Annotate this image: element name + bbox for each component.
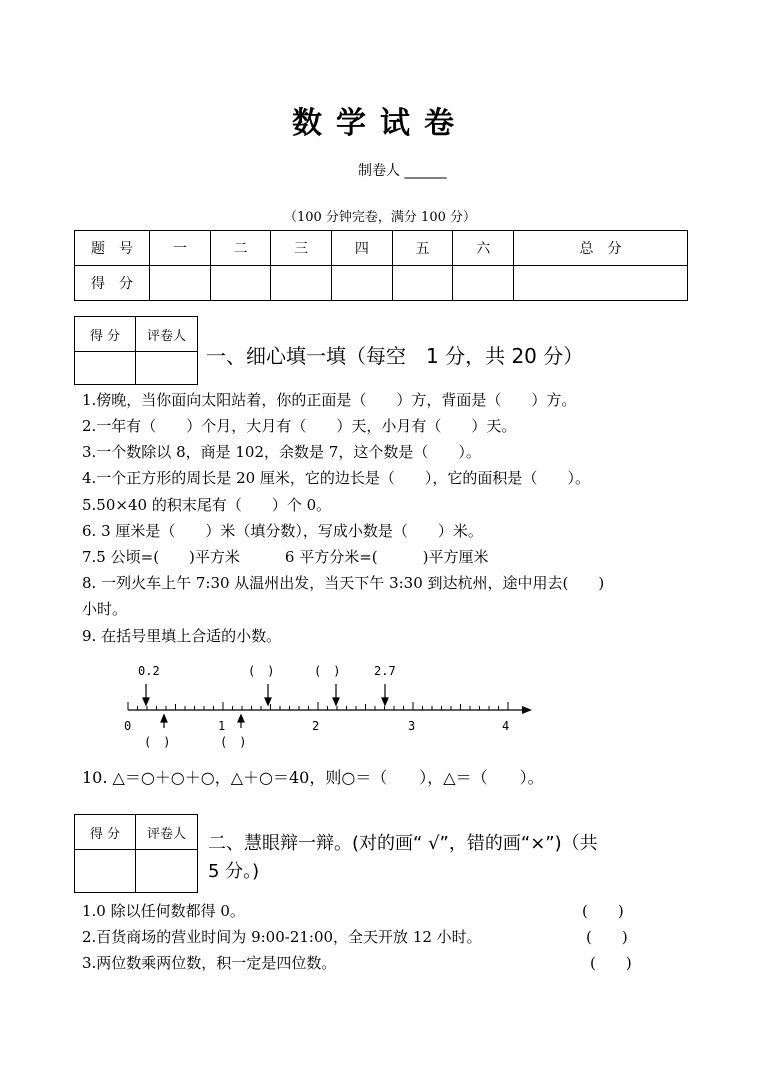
axis-label-0: 0 xyxy=(124,719,132,733)
number-line xyxy=(118,660,538,752)
score-cell[interactable] xyxy=(392,266,453,301)
score-cell[interactable] xyxy=(271,266,332,301)
grader-box-section1 xyxy=(74,316,198,385)
question-8-cont: 小时。 xyxy=(82,600,128,618)
score-header-cell: 六 xyxy=(453,231,514,266)
page-title: 数学试卷 xyxy=(292,106,468,141)
down-arrow-head xyxy=(382,698,388,705)
top-label-2-7: 2.7 xyxy=(374,664,396,678)
number-line-arrowhead xyxy=(522,706,532,714)
judge-answer-blank-2[interactable]: ( ) xyxy=(586,928,628,946)
grader-score-cell[interactable] xyxy=(75,352,136,385)
grader-name-label: 评卷人 xyxy=(136,815,198,850)
judge-question-3: 3.两位数乘两位数，积一定是四位数。 xyxy=(82,954,337,972)
top-label-0-2: 0.2 xyxy=(138,664,160,678)
axis-label-3: 3 xyxy=(408,719,416,733)
maker-line xyxy=(358,160,446,180)
score-cell[interactable] xyxy=(332,266,393,301)
score-header-cell: 三 xyxy=(271,231,332,266)
down-arrow-head xyxy=(333,698,339,705)
up-arrow-head xyxy=(161,715,167,722)
score-header-cell: 四 xyxy=(332,231,393,266)
section2-title-line1: 二、慧眼辩一辩。(对的画“ √”，错的画“×”)（共 xyxy=(208,833,598,854)
question-9: 9. 在括号里填上合适的小数。 xyxy=(82,627,282,645)
top-label-blank-1: ( ) xyxy=(248,664,275,678)
down-arrow-head xyxy=(265,698,271,705)
section1-title: 一、细心填一填（每空 1 分，共 20 分） xyxy=(206,344,584,368)
exam-subtitle: （100 分钟完卷，满分 100 分） xyxy=(283,210,477,225)
score-table xyxy=(74,230,688,301)
judge-question-1: 1.0 除以任何数都得 0。 xyxy=(82,902,245,920)
number-line-ticks xyxy=(128,702,508,710)
score-cell[interactable] xyxy=(150,266,211,301)
question-10: 10. △＝○＋○＋○，△＋○＝40，则○＝（ ），△＝（ ）。 xyxy=(82,768,544,787)
judge-question-2: 2.百货商场的营业时间为 9:00-21:00，全天开放 12 小时。 xyxy=(82,928,482,946)
axis-label-4: 4 xyxy=(502,719,510,733)
axis-label-1: 1 xyxy=(218,719,226,733)
grader-box-section2 xyxy=(74,814,198,893)
grader-score-label: 得 分 xyxy=(75,815,136,850)
maker-label: 制卷人 xyxy=(358,163,400,179)
score-header-cell: 一 xyxy=(150,231,211,266)
bottom-label-blank-2: ( ) xyxy=(220,735,247,749)
score-header-cell: 总 分 xyxy=(514,231,688,266)
score-header-cell: 题 号 xyxy=(75,231,150,266)
question-2: 2.一年有（ ）个月，大月有（ ）天，小月有（ ）天。 xyxy=(82,417,517,435)
grader-name-cell[interactable] xyxy=(136,850,198,893)
score-cell[interactable] xyxy=(210,266,271,301)
score-cell[interactable] xyxy=(514,266,688,301)
score-table-score-row xyxy=(75,266,688,301)
maker-blank: ______ xyxy=(404,163,447,179)
score-row-label: 得 分 xyxy=(75,266,150,301)
up-arrow-head xyxy=(238,715,244,722)
question-3: 3.一个数除以 8，商是 102，余数是 7，这个数是（ ）。 xyxy=(82,443,481,461)
judge-answer-blank-1[interactable]: ( ) xyxy=(582,902,624,920)
question-5: 5.50×40 的积末尾有（ ）个 0。 xyxy=(82,496,332,514)
down-arrow-head xyxy=(143,698,149,705)
question-4: 4.一个正方形的周长是 20 厘米，它的边长是（ ），它的面积是（ ）。 xyxy=(82,469,590,487)
bottom-label-blank-1: ( ) xyxy=(144,735,171,749)
score-header-cell: 二 xyxy=(210,231,271,266)
question-8: 8. 一列火车上午 7:30 从温州出发，当天下午 3:30 到达杭州，途中用去( ) xyxy=(82,574,605,592)
question-1: 1.傍晚，当你面向太阳站着，你的正面是（ ）方，背面是（ ）方。 xyxy=(82,391,577,409)
question-7: 7.5 公顷=( )平方米 6 平方分米=( )平方厘米 xyxy=(82,548,489,566)
question-6: 6. 3 厘米是（ ）米（填分数），写成小数是（ ）米。 xyxy=(82,522,483,540)
grader-name-cell[interactable] xyxy=(136,352,198,385)
axis-label-2: 2 xyxy=(312,719,320,733)
section2-title-line2: 5 分。) xyxy=(208,861,260,882)
grader-name-label: 评卷人 xyxy=(136,317,198,352)
score-header-cell: 五 xyxy=(392,231,453,266)
grader-score-cell[interactable] xyxy=(75,850,136,893)
score-table-header-row xyxy=(75,231,688,266)
top-label-blank-2: ( ) xyxy=(314,664,341,678)
judge-answer-blank-3[interactable]: ( ) xyxy=(590,954,632,972)
score-cell[interactable] xyxy=(453,266,514,301)
grader-score-label: 得 分 xyxy=(75,317,136,352)
